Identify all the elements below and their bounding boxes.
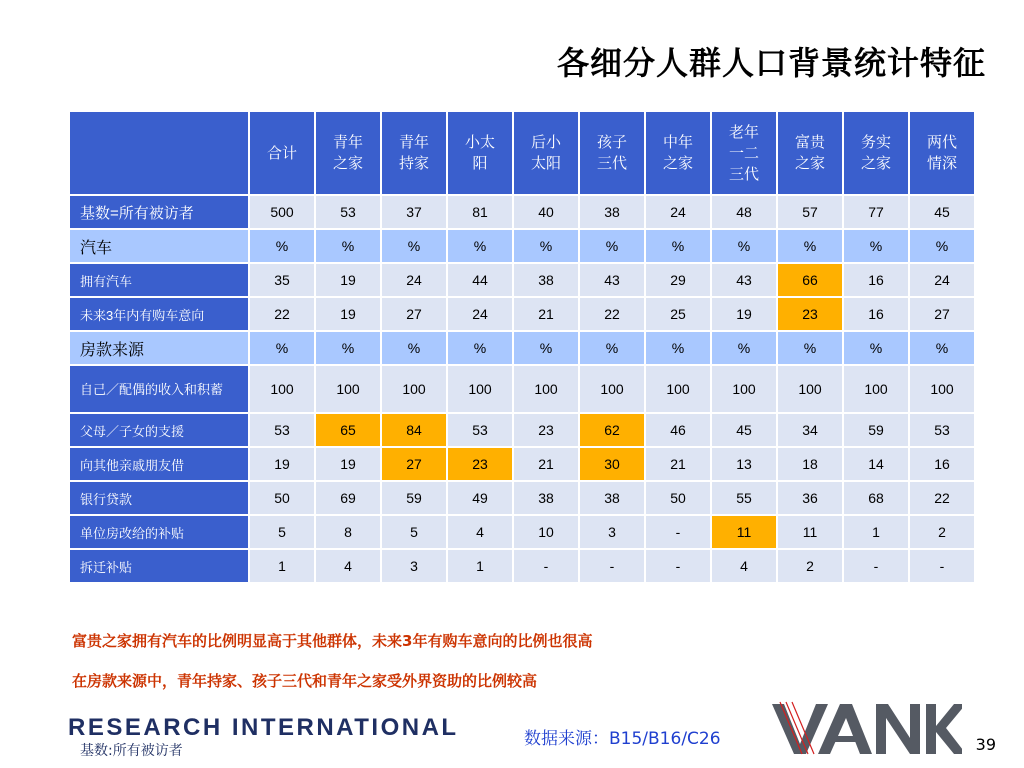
table-cell: 19 <box>316 448 380 480</box>
table-cell: 38 <box>514 482 578 514</box>
highlighted-cell: 62 <box>580 414 644 446</box>
highlighted-cell: 11 <box>712 516 776 548</box>
table-cell: 3 <box>580 516 644 548</box>
row-label: 单位房改给的补贴 <box>70 516 248 548</box>
table-cell: % <box>910 230 974 262</box>
table-cell: 36 <box>778 482 842 514</box>
page-title: 各细分人群人口背景统计特征 <box>556 44 986 82</box>
row-label: 自己／配偶的收入和积蓄 <box>70 366 248 412</box>
table-cell: 24 <box>448 298 512 330</box>
section-label: 汽车 <box>70 230 248 262</box>
table-header-row <box>70 112 974 194</box>
table-cell: % <box>580 332 644 364</box>
table-cell: 59 <box>382 482 446 514</box>
table-cell: % <box>646 230 710 262</box>
table-cell: 100 <box>580 366 644 412</box>
table-cell: 19 <box>316 298 380 330</box>
table-cell: % <box>844 230 908 262</box>
table-cell: 55 <box>712 482 776 514</box>
table-cell: 27 <box>382 298 446 330</box>
table-row <box>70 264 974 296</box>
table-cell: 50 <box>250 482 314 514</box>
row-label: 基数=所有被访者 <box>70 196 248 228</box>
table-cell: 4 <box>712 550 776 582</box>
table-cell: 100 <box>250 366 314 412</box>
table-cell: - <box>514 550 578 582</box>
table-cell: 68 <box>844 482 908 514</box>
section-row <box>70 332 974 364</box>
table-cell: 50 <box>646 482 710 514</box>
table-cell: 43 <box>580 264 644 296</box>
table-cell: 3 <box>382 550 446 582</box>
table-cell: - <box>844 550 908 582</box>
table-row <box>70 516 974 548</box>
table-cell: - <box>646 516 710 548</box>
table-cell: 69 <box>316 482 380 514</box>
base-note: 基数:所有被访者 <box>80 743 183 759</box>
highlighted-cell: 84 <box>382 414 446 446</box>
table-cell: 37 <box>382 196 446 228</box>
table-cell: % <box>712 230 776 262</box>
highlighted-cell: 65 <box>316 414 380 446</box>
row-label: 拆迁补贴 <box>70 550 248 582</box>
table-cell: 25 <box>646 298 710 330</box>
table-cell: 1 <box>448 550 512 582</box>
table-row <box>70 196 974 228</box>
table-cell: % <box>382 332 446 364</box>
table-cell: 38 <box>580 196 644 228</box>
table-cell: 4 <box>448 516 512 548</box>
table-cell: 27 <box>910 298 974 330</box>
highlighted-cell: 23 <box>778 298 842 330</box>
table-cell: 19 <box>712 298 776 330</box>
table-cell: 59 <box>844 414 908 446</box>
table-cell: % <box>448 230 512 262</box>
table-cell: 100 <box>844 366 908 412</box>
row-label: 未来3年内有购车意向 <box>70 298 248 330</box>
table-row <box>70 298 974 330</box>
highlighted-cell: 66 <box>778 264 842 296</box>
col-header: 小太 阳 <box>448 112 512 194</box>
table-cell: 1 <box>844 516 908 548</box>
table-cell: % <box>844 332 908 364</box>
table-cell: - <box>580 550 644 582</box>
table-cell: % <box>910 332 974 364</box>
highlighted-cell: 30 <box>580 448 644 480</box>
table-cell: % <box>382 230 446 262</box>
table-row <box>70 482 974 514</box>
col-header: 中年 之家 <box>646 112 710 194</box>
table-cell: 21 <box>514 448 578 480</box>
table-cell: - <box>646 550 710 582</box>
table-cell: 4 <box>316 550 380 582</box>
table-cell: % <box>778 332 842 364</box>
table-cell: 43 <box>712 264 776 296</box>
table-cell: 8 <box>316 516 380 548</box>
col-header: 青年 之家 <box>316 112 380 194</box>
highlighted-cell: 27 <box>382 448 446 480</box>
table-cell: 44 <box>448 264 512 296</box>
table-cell: 23 <box>514 414 578 446</box>
table-cell: % <box>778 230 842 262</box>
table-cell: 100 <box>448 366 512 412</box>
table-cell: 29 <box>646 264 710 296</box>
table-cell: 53 <box>910 414 974 446</box>
table-cell: 24 <box>910 264 974 296</box>
table-row <box>70 414 974 446</box>
table-cell: 100 <box>910 366 974 412</box>
table-cell: 77 <box>844 196 908 228</box>
table-cell: 53 <box>448 414 512 446</box>
col-header: 富贵 之家 <box>778 112 842 194</box>
table-cell: 5 <box>382 516 446 548</box>
table-cell: 14 <box>844 448 908 480</box>
col-header: 老年 一二 三代 <box>712 112 776 194</box>
table-cell: 24 <box>382 264 446 296</box>
table-cell: 38 <box>514 264 578 296</box>
table-cell: % <box>250 230 314 262</box>
table-cell: 22 <box>580 298 644 330</box>
table-cell: 21 <box>646 448 710 480</box>
row-label: 拥有汽车 <box>70 264 248 296</box>
table-cell: 16 <box>844 298 908 330</box>
col-header: 孩子 三代 <box>580 112 644 194</box>
page-number: 39 <box>975 735 996 754</box>
table-row <box>70 550 974 582</box>
table-cell: % <box>580 230 644 262</box>
table-cell: % <box>712 332 776 364</box>
table-cell: 22 <box>910 482 974 514</box>
table-cell: 38 <box>580 482 644 514</box>
table-cell: 35 <box>250 264 314 296</box>
table-cell: 40 <box>514 196 578 228</box>
row-label: 银行贷款 <box>70 482 248 514</box>
table-cell: 500 <box>250 196 314 228</box>
table-cell: 100 <box>514 366 578 412</box>
header-corner <box>70 112 248 194</box>
table-cell: 46 <box>646 414 710 446</box>
table-cell: 49 <box>448 482 512 514</box>
table-cell: 19 <box>316 264 380 296</box>
section-row <box>70 230 974 262</box>
col-header: 后小 太阳 <box>514 112 578 194</box>
row-label: 父母／子女的支援 <box>70 414 248 446</box>
table-row <box>70 366 974 412</box>
table-cell: 22 <box>250 298 314 330</box>
table-cell: 11 <box>778 516 842 548</box>
col-header: 合计 <box>250 112 314 194</box>
table-cell: % <box>250 332 314 364</box>
table-cell: % <box>646 332 710 364</box>
table-cell: 16 <box>910 448 974 480</box>
table-cell: 100 <box>646 366 710 412</box>
table-cell: % <box>514 230 578 262</box>
table-cell: 10 <box>514 516 578 548</box>
stats-table <box>68 110 976 584</box>
table-cell: 100 <box>712 366 776 412</box>
highlighted-cell: 23 <box>448 448 512 480</box>
table-cell: 48 <box>712 196 776 228</box>
finding-note: 在房款来源中，青年持家、孩子三代和青年之家受外界资助的比例较高 <box>72 672 538 690</box>
table-cell: 13 <box>712 448 776 480</box>
table-cell: 16 <box>844 264 908 296</box>
vanke-logo <box>772 698 962 756</box>
table-cell: % <box>316 332 380 364</box>
table-cell: 18 <box>778 448 842 480</box>
table-cell: - <box>910 550 974 582</box>
table-cell: 57 <box>778 196 842 228</box>
table-cell: 100 <box>382 366 446 412</box>
table-cell: 5 <box>250 516 314 548</box>
research-international-logo: RESEARCH INTERNATIONAL <box>68 714 459 741</box>
table-cell: 2 <box>910 516 974 548</box>
table-cell: % <box>316 230 380 262</box>
table-cell: 21 <box>514 298 578 330</box>
table-cell: 53 <box>250 414 314 446</box>
table-cell: 100 <box>778 366 842 412</box>
table-cell: % <box>514 332 578 364</box>
table-cell: 34 <box>778 414 842 446</box>
col-header: 两代 情深 <box>910 112 974 194</box>
data-source: 数据来源：B15/B16/C26 <box>524 729 721 749</box>
table-cell: 81 <box>448 196 512 228</box>
table-cell: 45 <box>910 196 974 228</box>
row-label: 向其他亲戚朋友借 <box>70 448 248 480</box>
table-cell: 24 <box>646 196 710 228</box>
col-header: 青年 持家 <box>382 112 446 194</box>
table-cell: 100 <box>316 366 380 412</box>
table-cell: 19 <box>250 448 314 480</box>
table-row <box>70 448 974 480</box>
section-label: 房款来源 <box>70 332 248 364</box>
table-cell: 45 <box>712 414 776 446</box>
col-header: 务实 之家 <box>844 112 908 194</box>
table-cell: 1 <box>250 550 314 582</box>
table-cell: % <box>448 332 512 364</box>
finding-note: 富贵之家拥有汽车的比例明显高于其他群体，未来3年有购车意向的比例也很高 <box>72 632 593 650</box>
table-cell: 2 <box>778 550 842 582</box>
table-cell: 53 <box>316 196 380 228</box>
